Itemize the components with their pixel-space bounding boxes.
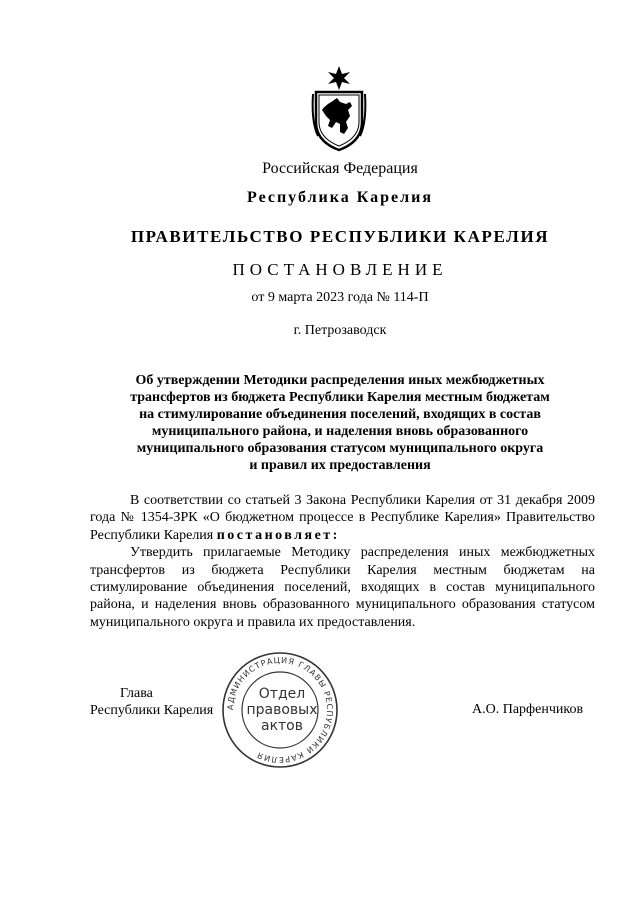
title-line: муниципального образования статусом муниципального округа bbox=[136, 441, 544, 456]
body-paragraph: Утвердить прилагаемые Методику распределения иных межбюджетных трансфертов из бюджета Республики Карелия местным бюджетам на стимулирование объединения поселений, входящих в состав муниципального района, и наделения вновь образованного муниципального образования статусом муниципального округа и правила их предоставления. bbox=[90, 545, 595, 630]
stamp-line: Отдел bbox=[258, 686, 306, 702]
position-line: Республики Карелия bbox=[90, 703, 214, 718]
country-name: Российская Федерация bbox=[262, 160, 418, 177]
signatory-name: А.О. Парфенчиков bbox=[472, 702, 584, 717]
government-name: ПРАВИТЕЛЬСТВО РЕСПУБЛИКИ КАРЕЛИЯ bbox=[130, 227, 550, 246]
stamp-ring-text: АДМИНИСТРАЦИЯ ГЛАВЫ РЕСПУБЛИКИ КАРЕЛИЯ bbox=[225, 655, 335, 765]
position-line: Глава bbox=[120, 686, 153, 701]
title-line: Об утверждении Методики распределения иных межбюджетных bbox=[135, 373, 545, 388]
republic-name: Республика Карелия bbox=[247, 189, 433, 206]
title-line: и правил их предоставления bbox=[249, 458, 431, 473]
preamble-text: В соответствии со статьей 3 Закона Республики Карелия от 31 декабря 2009 года № 1354-ЗРК «О бюджетном процессе в Республике Карелия» Правительство Республики Карелия bbox=[90, 493, 595, 543]
title-line: муниципального района, и наделения вновь образованного bbox=[151, 424, 529, 439]
stamp-line: актов bbox=[260, 718, 304, 734]
decree-title bbox=[90, 372, 590, 474]
karelia-coat-of-arms-icon bbox=[310, 64, 368, 152]
official-stamp bbox=[220, 650, 340, 770]
stamp-line: правовых bbox=[246, 702, 318, 718]
date-and-number: от 9 марта 2023 года № 114-П bbox=[251, 290, 429, 305]
resolves-word: постановляет: bbox=[216, 527, 340, 543]
title-line: трансфертов из бюджета Республики Карелия местным бюджетам bbox=[130, 390, 550, 405]
body-paragraph bbox=[90, 492, 595, 544]
document-type: ПОСТАНОВЛЕНИЕ bbox=[232, 260, 448, 279]
city: г. Петрозаводск bbox=[293, 323, 387, 338]
title-line: на стимулирование объединения поселений, входящих в состав bbox=[139, 407, 541, 422]
decree-body bbox=[90, 492, 595, 631]
signatory-position bbox=[90, 685, 213, 719]
